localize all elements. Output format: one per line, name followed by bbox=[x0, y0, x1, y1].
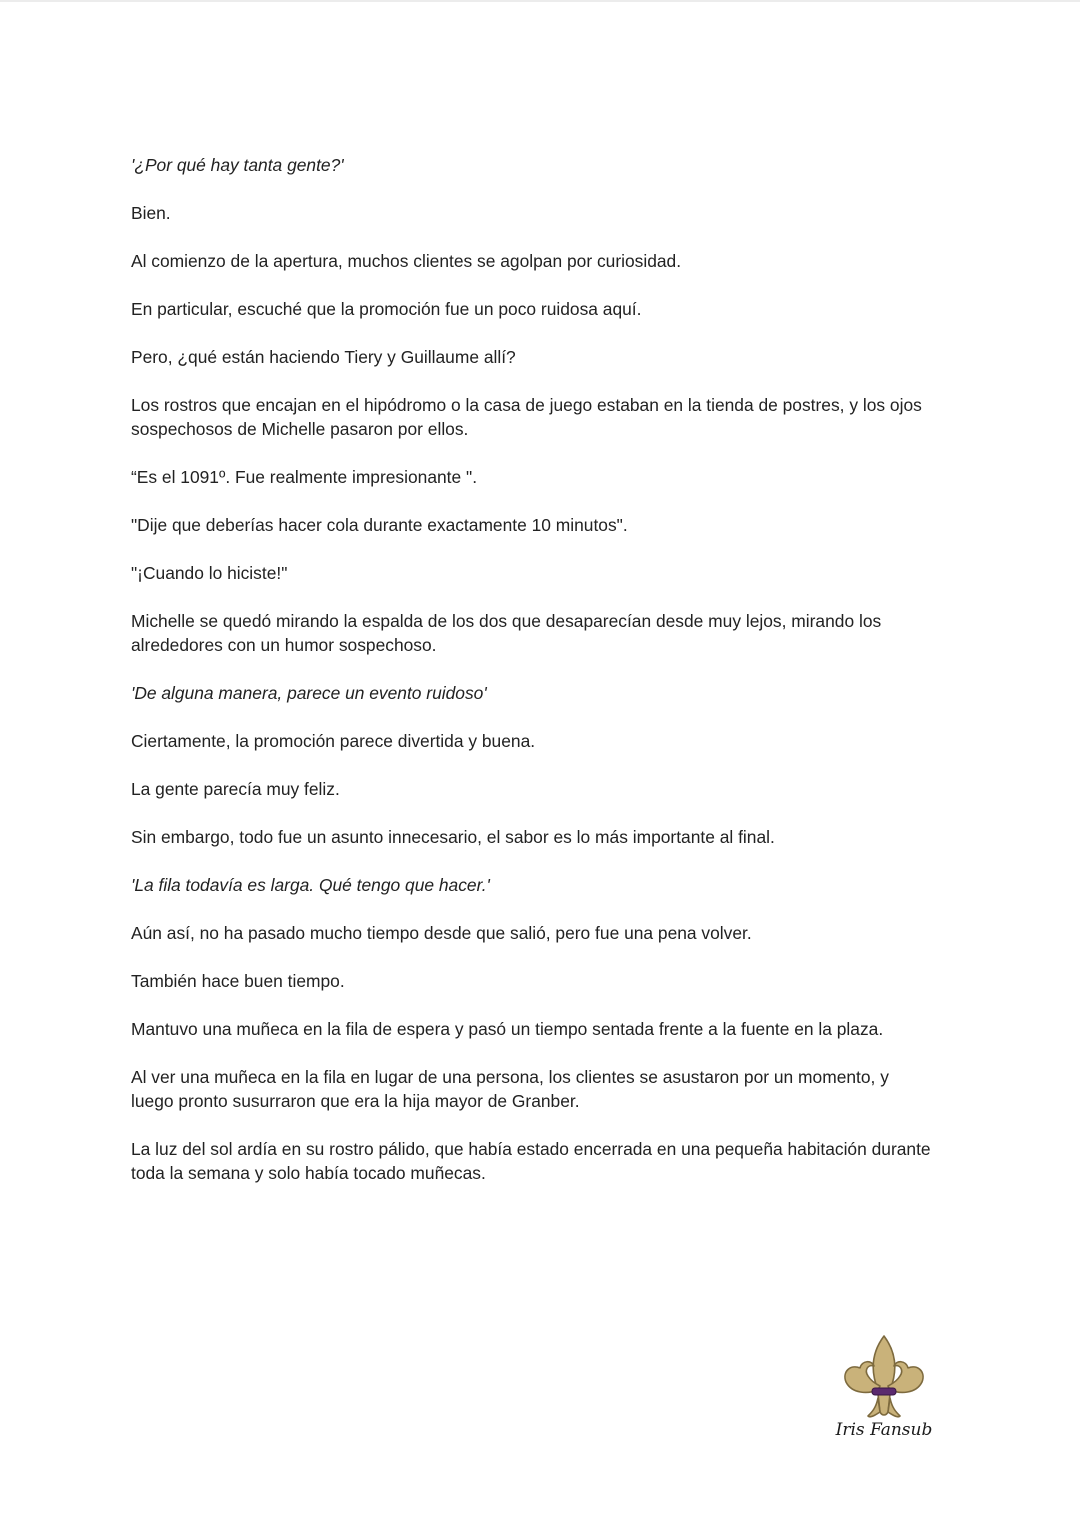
paragraph: La luz del sol ardía en su rostro pálido, que había estado encerrada en una pequeña habitación durante toda la semana y solo había tocado muñecas. bbox=[131, 1139, 931, 1183]
watermark-logo bbox=[834, 1332, 934, 1447]
paragraph: Mantuvo una muñeca en la fila de espera y pasó un tiempo sentada frente a la fuente en la plaza. bbox=[131, 1019, 884, 1039]
paragraph: También hace buen tiempo. bbox=[131, 971, 345, 991]
paragraph: En particular, escuché que la promoción fue un poco ruidosa aquí. bbox=[131, 299, 642, 319]
paragraph: Ciertamente, la promoción parece divertida y buena. bbox=[131, 731, 536, 751]
paragraph: Los rostros que encajan en el hipódromo o la casa de juego estaban en la tienda de postres, y los ojos sospechosos de Michelle pasaron por ellos. bbox=[131, 395, 922, 439]
paragraph: "¡Cuando lo hiciste!" bbox=[131, 563, 288, 583]
paragraph: Al comienzo de la apertura, muchos clientes se agolpan por curiosidad. bbox=[131, 251, 682, 271]
paragraph: Bien. bbox=[131, 203, 171, 223]
paragraph: 'De alguna manera, parece un evento ruidoso' bbox=[131, 683, 487, 703]
paragraph: Aún así, no ha pasado mucho tiempo desde que salió, pero fue una pena volver. bbox=[131, 923, 752, 943]
paragraph: '¿Por qué hay tanta gente?' bbox=[131, 155, 344, 175]
paragraph: Pero, ¿qué están haciendo Tiery y Guillaume allí? bbox=[131, 347, 516, 367]
paragraph: “Es el 1091º. Fue realmente impresionante ". bbox=[131, 467, 478, 487]
paragraph: La gente parecía muy feliz. bbox=[131, 779, 340, 799]
document-body bbox=[131, 153, 931, 1209]
paragraph: "Dije que deberías hacer cola durante exactamente 10 minutos". bbox=[131, 515, 628, 535]
paragraph: Sin embargo, todo fue un asunto innecesario, el sabor es lo más importante al final. bbox=[131, 827, 775, 847]
watermark-text: Iris Fansub bbox=[835, 1420, 933, 1440]
paragraph: 'La fila todavía es larga. Qué tengo que hacer.' bbox=[131, 875, 490, 895]
fleur-de-lis-icon bbox=[838, 1332, 930, 1424]
paragraph: Michelle se quedó mirando la espalda de los dos que desaparecían desde muy lejos, mirando los alrededores con un humor sospechoso. bbox=[131, 611, 882, 655]
paragraph: Al ver una muñeca en la fila en lugar de una persona, los clientes se asustaron por un momento, y luego pronto susurraron que era la hija mayor de Granber. bbox=[131, 1067, 889, 1111]
page-top-edge bbox=[0, 0, 1080, 2]
